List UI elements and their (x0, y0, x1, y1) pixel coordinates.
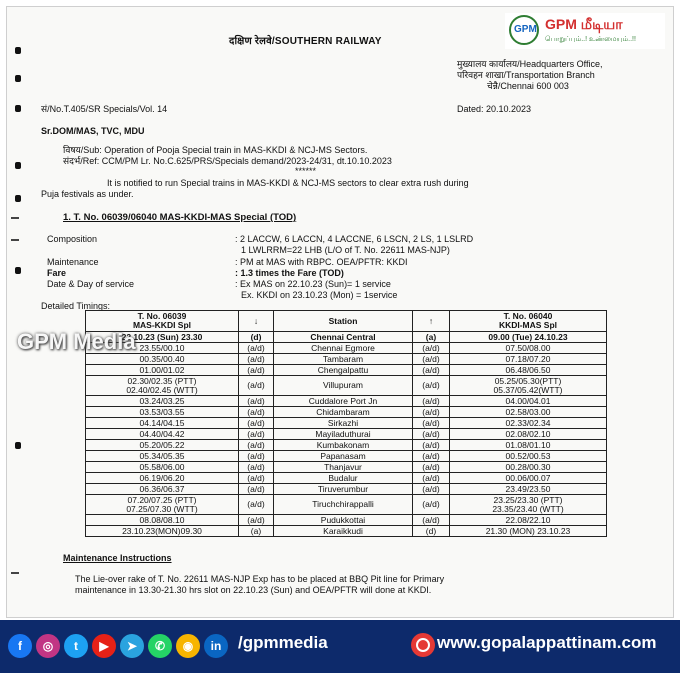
subject-line: विषय/Sub: Operation of Pooja Special train in MAS-KKDI & NCJ-MS Sectors. (63, 145, 368, 155)
composition-label: Composition (47, 234, 98, 244)
cell-station: Kumbakonam (274, 440, 413, 451)
whatsapp-icon[interactable]: ✆ (148, 634, 172, 658)
paragraph-line-1: It is notified to run Special trains in MAS-KKDI & NCJ-MS sectors to clear extra rush during (107, 178, 469, 188)
cell-station: Chennai Egmore (274, 343, 413, 354)
website-link[interactable]: www.gopalappattinam.com (437, 633, 657, 652)
table-row (86, 462, 607, 473)
cell-up-time: 02.58/03.00 (450, 407, 607, 418)
sharechat-icon[interactable]: ◉ (176, 634, 200, 658)
cell-down-time: 02.30/02.35 (PTT) 02.40/02.45 (WTT) (86, 376, 239, 396)
telegram-icon[interactable]: ➤ (120, 634, 144, 658)
table-row (86, 484, 607, 495)
cell-down-code: (a) (239, 526, 274, 537)
cell-down-time: 23.55/00.10 (86, 343, 239, 354)
header-up-arrow: ↑ (413, 311, 450, 332)
cell-down-code: (a/d) (239, 515, 274, 526)
cell-up-code: (a/d) (413, 365, 450, 376)
date-of-service-label: Date & Day of service (47, 279, 135, 289)
table-row (86, 396, 607, 407)
table-row (86, 407, 607, 418)
cell-station: Tiruverumbur (274, 484, 413, 495)
maintenance-instructions-line-1: The Lie-over rake of T. No. 22611 MAS-NJP Exp has to be placed at BBQ Pit line for Primary (75, 574, 445, 584)
cell-station: Chennai Central (274, 332, 413, 343)
cell-up-code: (a/d) (413, 354, 450, 365)
cell-up-code: (a/d) (413, 462, 450, 473)
cell-down-code: (a/d) (239, 354, 274, 365)
fare-label: Fare (47, 268, 67, 278)
cell-down-code: (a/d) (239, 429, 274, 440)
cell-station: Chidambaram (274, 407, 413, 418)
maintenance-instructions-line-2: maintenance in 13.30-21.30 hrs slot on 22.10.23 (Sun) and OEA/PFTR will done at KKDI. (75, 585, 432, 595)
timings-table-body (86, 332, 607, 537)
cell-up-time: 04.00/04.01 (450, 396, 607, 407)
cell-up-code: (a/d) (413, 451, 450, 462)
cell-station: Mayiladuthurai (274, 429, 413, 440)
office-line-2: परिवहन शाखा/Transportation Branch (457, 70, 595, 80)
table-row (86, 418, 607, 429)
cell-down-code: (d) (239, 332, 274, 343)
table-row (86, 526, 607, 537)
gpm-badge-text: GPM (514, 24, 537, 35)
cell-station: Budalur (274, 473, 413, 484)
cell-up-time: 00.28/00.30 (450, 462, 607, 473)
railway-title: दक्षिण रेलवे/SOUTHERN RAILWAY (229, 36, 382, 47)
cell-station: Tambaram (274, 354, 413, 365)
punch-mark (15, 47, 21, 54)
cell-down-time: 04.40/04.42 (86, 429, 239, 440)
cell-station: Villupuram (274, 376, 413, 396)
punch-mark (15, 195, 21, 202)
gpm-logo (505, 13, 665, 49)
cell-station: Pudukkottai (274, 515, 413, 526)
cell-up-code: (d) (413, 526, 450, 537)
letter-document (7, 7, 673, 617)
globe-icon (411, 633, 435, 657)
cell-up-time: 01.08/01.10 (450, 440, 607, 451)
cell-down-code: (a/d) (239, 396, 274, 407)
cell-station: Papanasam (274, 451, 413, 462)
punch-mark (15, 105, 21, 112)
margin-mark (11, 572, 19, 574)
header-station: Station (274, 311, 413, 332)
cell-down-code: (a/d) (239, 473, 274, 484)
cell-up-time: 23.25/23.30 (PTT) 23.35/23.40 (WTT) (450, 495, 607, 515)
cell-up-time: 07.50/08.00 (450, 343, 607, 354)
cell-down-code: (a/d) (239, 495, 274, 515)
cell-up-code: (a/d) (413, 484, 450, 495)
cell-down-time: 03.53/03.55 (86, 407, 239, 418)
cell-up-time: 23.49/23.50 (450, 484, 607, 495)
logo-title: GPM மீடியா (545, 16, 623, 32)
cell-up-code: (a/d) (413, 495, 450, 515)
maintenance-value: : PM at MAS with RBPC. OEA/PFTR: KKDI (235, 257, 408, 267)
punch-mark (15, 75, 21, 82)
facebook-icon[interactable]: f (8, 634, 32, 658)
punch-mark (15, 267, 21, 274)
separator-stars: ****** (295, 166, 317, 176)
office-line-3: चेन्नै/Chennai 600 003 (487, 81, 569, 91)
cell-down-time: 05.58/06.00 (86, 462, 239, 473)
cell-up-code: (a/d) (413, 473, 450, 484)
header-down-train: T. No. 06039 MAS-KKDI Spl (86, 311, 239, 332)
cell-up-time: 02.33/02.34 (450, 418, 607, 429)
header-up-train: T. No. 06040 KKDI-MAS Spl (450, 311, 607, 332)
cell-station: Tiruchchirappalli (274, 495, 413, 515)
date-of-service-value-1: : Ex MAS on 22.10.23 (Sun)= 1 service (235, 279, 391, 289)
footer-bar (0, 620, 680, 673)
train-heading: 1. T. No. 06039/06040 MAS-KKDI-MAS Special (TOD) (63, 212, 297, 223)
cell-up-code: (a/d) (413, 418, 450, 429)
timings-table (85, 310, 607, 537)
table-row (86, 376, 607, 396)
composition-value-1: : 2 LACCW, 6 LACCN, 4 LACCNE, 6 LSCN, 2 LS, 1 LSLRD (235, 234, 474, 244)
cell-station: Sirkazhi (274, 418, 413, 429)
office-line-1: मुख्यालय कार्यालय/Headquarters Office, (457, 59, 603, 69)
cell-down-time: 08.08/08.10 (86, 515, 239, 526)
punch-mark (15, 442, 21, 449)
table-row (86, 332, 607, 343)
table-row (86, 495, 607, 515)
social-handle[interactable]: /gpmmedia (238, 633, 328, 652)
cell-down-code: (a/d) (239, 451, 274, 462)
cell-down-code: (a/d) (239, 418, 274, 429)
table-row (86, 343, 607, 354)
cell-up-time: 00.52/00.53 (450, 451, 607, 462)
date-of-service-value-2: Ex. KKDI on 23.10.23 (Mon) = 1service (241, 290, 398, 300)
cell-up-code: (a/d) (413, 429, 450, 440)
paragraph-line-2: Puja festivals as under. (41, 189, 134, 199)
table-row (86, 515, 607, 526)
cell-down-time: 04.14/04.15 (86, 418, 239, 429)
table-row (86, 440, 607, 451)
cell-station: Karaikkudi (274, 526, 413, 537)
cell-down-time: 06.36/06.37 (86, 484, 239, 495)
cell-up-time: 07.18/07.20 (450, 354, 607, 365)
punch-mark (15, 162, 21, 169)
dated: Dated: 20.10.2023 (457, 104, 532, 114)
table-header-row (86, 311, 607, 332)
cell-down-time: 22.10.23 (Sun) 23.30 (86, 332, 239, 343)
maintenance-label: Maintenance (47, 257, 99, 267)
margin-mark (11, 217, 19, 219)
linkedin-icon[interactable]: in (204, 634, 228, 658)
cell-up-code: (a/d) (413, 440, 450, 451)
cell-up-code: (a/d) (413, 407, 450, 418)
cell-down-time: 03.24/03.25 (86, 396, 239, 407)
cell-down-code: (a/d) (239, 407, 274, 418)
table-row (86, 451, 607, 462)
instagram-icon[interactable]: ◎ (36, 634, 60, 658)
cell-down-code: (a/d) (239, 440, 274, 451)
composition-value-2: 1 LWLRRM=22 LHB (L/O of T. No. 22611 MAS-NJP) (241, 245, 450, 255)
cell-down-time: 05.34/05.35 (86, 451, 239, 462)
cell-up-time: 00.06/00.07 (450, 473, 607, 484)
cell-down-time: 23.10.23(MON)09.30 (86, 526, 239, 537)
cell-down-time: 06.19/06.20 (86, 473, 239, 484)
cell-up-time: 06.48/06.50 (450, 365, 607, 376)
maintenance-instructions-heading: Maintenance Instructions (63, 553, 172, 563)
cell-down-code: (a/d) (239, 376, 274, 396)
cell-up-time: 05.25/05.30(PTT) 05.37/05.42(WTT) (450, 376, 607, 396)
gpm-badge (509, 15, 539, 45)
cell-down-code: (a/d) (239, 365, 274, 376)
table-row (86, 354, 607, 365)
cell-up-code: (a/d) (413, 515, 450, 526)
fare-value: : 1.3 times the Fare (TOD) (235, 268, 344, 278)
youtube-icon[interactable]: ▶ (92, 634, 116, 658)
cell-station: Thanjavur (274, 462, 413, 473)
cell-up-time: 21.30 (MON) 23.10.23 (450, 526, 607, 537)
twitter-icon[interactable]: t (64, 634, 88, 658)
margin-mark (11, 239, 19, 241)
cell-station: Cuddalore Port Jn (274, 396, 413, 407)
document-frame (6, 6, 674, 618)
cell-up-code: (a/d) (413, 396, 450, 407)
watermark: GPM Media (17, 329, 136, 354)
cell-down-time: 05.20/05.22 (86, 440, 239, 451)
cell-down-time: 07.20/07.25 (PTT) 07.25/07.30 (WTT) (86, 495, 239, 515)
table-row (86, 473, 607, 484)
cell-down-code: (a/d) (239, 462, 274, 473)
cell-up-code: (a/d) (413, 376, 450, 396)
cell-up-time: 09.00 (Tue) 24.10.23 (450, 332, 607, 343)
header-down-arrow: ↓ (239, 311, 274, 332)
cell-up-time: 02.08/02.10 (450, 429, 607, 440)
cell-up-time: 22.08/22.10 (450, 515, 607, 526)
cell-down-code: (a/d) (239, 484, 274, 495)
cell-station: Chengalpattu (274, 365, 413, 376)
cell-down-time: 00.35/00.40 (86, 354, 239, 365)
table-row (86, 365, 607, 376)
table-row (86, 429, 607, 440)
addressee: Sr.DOM/MAS, TVC, MDU (41, 126, 145, 136)
logo-tagline: பொறுப்பும்..! உண்மையும்..!! (545, 36, 636, 43)
cell-down-time: 01.00/01.02 (86, 365, 239, 376)
reference-line: संदर्भ/Ref: CCM/PM Lr. No.C.625/PRS/Specials demand/2023-24/31, dt.10.10.2023 (63, 156, 392, 166)
cell-up-code: (a/d) (413, 343, 450, 354)
cell-down-code: (a/d) (239, 343, 274, 354)
cell-up-code: (a) (413, 332, 450, 343)
detailed-timings-label: Detailed Timings: (41, 301, 111, 311)
reference-number: सं/No.T.405/SR Specials/Vol. 14 (41, 104, 168, 114)
